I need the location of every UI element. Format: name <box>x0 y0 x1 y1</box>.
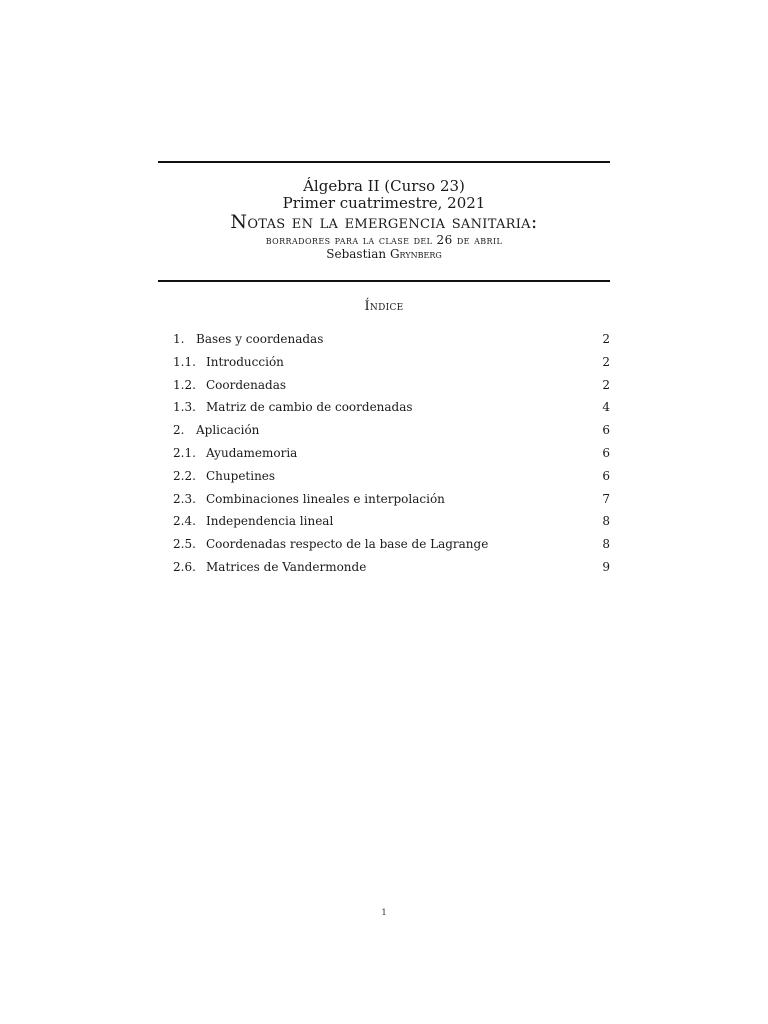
toc-entry-page: 6 <box>602 468 610 483</box>
toc-entry-number: 1.3. <box>173 400 196 415</box>
toc-entry-title: Independencia lineal <box>206 514 334 529</box>
toc-entry-title: Chupetines <box>206 468 276 483</box>
toc-entry-title: Bases y coordenadas <box>196 332 324 346</box>
course-title: Álgebra II (Curso 23) <box>303 177 465 195</box>
toc-entry-number: 2. <box>173 423 185 438</box>
toc-entry-page: 6 <box>602 423 610 438</box>
toc-entry-number: 2.4. <box>173 514 196 529</box>
author <box>158 247 610 261</box>
toc-entry-2-6[interactable] <box>173 560 610 583</box>
toc-entry-page: 2 <box>602 354 610 369</box>
notes-title: Notas en la emergencia sanitaria: <box>230 211 538 233</box>
toc-entry-number: 2.1. <box>173 445 196 460</box>
toc-entry-number: 1.2. <box>173 377 196 392</box>
top-rule <box>158 161 610 163</box>
toc-entry-2[interactable] <box>173 423 610 446</box>
toc-entry-page: 2 <box>602 377 610 392</box>
toc-entry-number: 1.1. <box>173 354 196 369</box>
toc-entry-page: 4 <box>602 400 610 415</box>
toc-entry-number: 2.6. <box>173 559 196 574</box>
table-of-contents <box>173 332 610 583</box>
toc-entry-2-1[interactable] <box>173 446 610 469</box>
toc-entry-page: 2 <box>602 332 610 346</box>
toc-entry-page: 6 <box>602 445 610 460</box>
toc-entry-2-2[interactable] <box>173 469 610 492</box>
notes-subtitle: borradores para la clase del 26 de abril <box>265 233 503 247</box>
toc-entry-title: Combinaciones lineales e interpolación <box>206 491 445 506</box>
toc-entry-title: Ayudamemoria <box>206 445 298 460</box>
author-surname: Grynberg <box>389 247 442 261</box>
toc-entry-title: Coordenadas <box>206 377 287 392</box>
toc-entry-page: 8 <box>602 537 610 552</box>
toc-entry-2-3[interactable] <box>173 492 610 515</box>
toc-entry-number: 1. <box>173 332 185 346</box>
toc-entry-title: Matriz de cambio de coordenadas <box>206 400 413 415</box>
toc-entry-number: 2.3. <box>173 491 196 506</box>
toc-entry-page: 7 <box>602 491 610 506</box>
toc-entry-number: 2.2. <box>173 468 196 483</box>
title-block <box>158 178 610 261</box>
toc-entry-2-5[interactable] <box>173 537 610 560</box>
toc-entry-title: Aplicación <box>196 423 260 438</box>
toc-entry-1-2[interactable] <box>173 378 610 401</box>
toc-entry-page: 9 <box>602 559 610 574</box>
author-first-name: Sebastian <box>326 247 387 261</box>
toc-heading: Índice <box>364 299 404 314</box>
toc-entry-1[interactable] <box>173 332 610 355</box>
toc-entry-number: 2.5. <box>173 537 196 552</box>
semester-line: Primer cuatrimestre, 2021 <box>282 194 486 212</box>
toc-entry-2-4[interactable] <box>173 514 610 537</box>
toc-entry-title: Coordenadas respecto de la base de Lagrange <box>206 537 489 552</box>
toc-entry-page: 8 <box>602 514 610 529</box>
toc-entry-1-1[interactable] <box>173 355 610 378</box>
toc-entry-title: Matrices de Vandermonde <box>206 559 367 574</box>
toc-entry-title: Introducción <box>206 354 284 369</box>
page-number: 1 <box>381 908 387 917</box>
bottom-rule <box>158 280 610 282</box>
toc-entry-1-3[interactable] <box>173 400 610 423</box>
